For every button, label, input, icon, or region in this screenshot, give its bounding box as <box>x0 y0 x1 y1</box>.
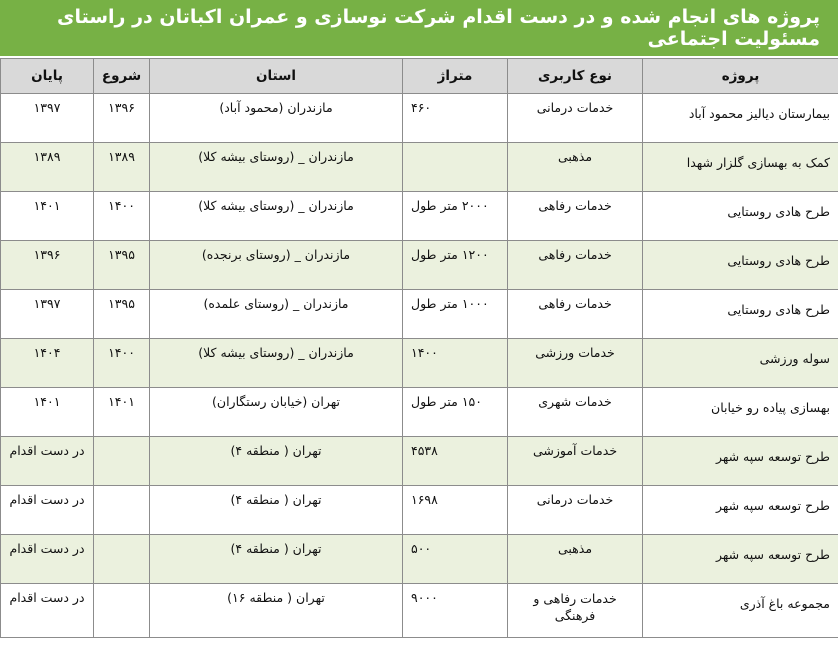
province-cell: تهران ( منطقه ۴) <box>150 486 403 535</box>
province-cell: مازندران _ (روستای علمده) <box>150 290 403 339</box>
end-cell: ۱۳۹۶ <box>1 241 94 290</box>
usage-cell: خدمات شهری <box>508 388 643 437</box>
province-cell: تهران ( منطقه ۴) <box>150 437 403 486</box>
header-usage: نوع کاربری <box>508 59 643 94</box>
province-cell: مازندران (محمود آباد) <box>150 94 403 143</box>
table-row <box>1 94 838 143</box>
project-cell: طرح هادی روستایی <box>643 290 838 339</box>
end-cell: ۱۳۹۷ <box>1 94 94 143</box>
usage-cell: مذهبی <box>508 143 643 192</box>
table-row <box>1 437 838 486</box>
area-cell: ۱۵۰ متر طول <box>403 388 508 437</box>
usage-cell: مذهبی <box>508 535 643 584</box>
table-row <box>1 290 838 339</box>
project-cell: سوله ورزشی <box>643 339 838 388</box>
province-cell: مازندران _ (روستای بیشه کلا) <box>150 143 403 192</box>
usage-cell: خدمات درمانی <box>508 94 643 143</box>
header-end: پایان <box>1 59 94 94</box>
project-cell: طرح توسعه سپه شهر <box>643 486 838 535</box>
project-cell: طرح هادی روستایی <box>643 241 838 290</box>
start-cell <box>94 584 150 638</box>
end-cell: ۱۳۸۹ <box>1 143 94 192</box>
start-cell: ۱۳۹۶ <box>94 94 150 143</box>
table-row <box>1 584 838 638</box>
usage-cell: خدمات رفاهی <box>508 241 643 290</box>
project-cell: بیمارستان دیالیز محمود آباد <box>643 94 838 143</box>
start-cell <box>94 535 150 584</box>
province-cell: مازندران _ (روستای برنجده) <box>150 241 403 290</box>
usage-cell: خدمات رفاهی <box>508 192 643 241</box>
start-cell: ۱۴۰۰ <box>94 339 150 388</box>
province-cell: مازندران _ (روستای بیشه کلا) <box>150 339 403 388</box>
table-row <box>1 388 838 437</box>
start-cell: ۱۴۰۱ <box>94 388 150 437</box>
end-cell: در دست اقدام <box>1 486 94 535</box>
end-cell: در دست اقدام <box>1 584 94 638</box>
start-cell <box>94 486 150 535</box>
end-cell: در دست اقدام <box>1 437 94 486</box>
area-cell: ۱۰۰۰ متر طول <box>403 290 508 339</box>
header-row <box>1 59 838 94</box>
usage-cell: خدمات رفاهی <box>508 290 643 339</box>
usage-cell: خدمات رفاهی و فرهنگی <box>508 584 643 638</box>
province-cell: تهران ( منطقه ۴) <box>150 535 403 584</box>
area-cell: ۲۰۰۰ متر طول <box>403 192 508 241</box>
province-cell: تهران ( منطقه ۱۶) <box>150 584 403 638</box>
table-row <box>1 192 838 241</box>
start-cell: ۱۳۸۹ <box>94 143 150 192</box>
projects-table <box>0 58 838 638</box>
end-cell: ۱۳۹۷ <box>1 290 94 339</box>
end-cell: در دست اقدام <box>1 535 94 584</box>
area-cell: ۱۶۹۸ <box>403 486 508 535</box>
table-row <box>1 241 838 290</box>
start-cell: ۱۳۹۵ <box>94 241 150 290</box>
project-cell: بهسازی پیاده رو خیابان <box>643 388 838 437</box>
project-cell: طرح هادی روستایی <box>643 192 838 241</box>
start-cell <box>94 437 150 486</box>
area-cell <box>403 143 508 192</box>
area-cell: ۱۴۰۰ <box>403 339 508 388</box>
area-cell: ۴۶۰ <box>403 94 508 143</box>
start-cell: ۱۳۹۵ <box>94 290 150 339</box>
table-row <box>1 339 838 388</box>
end-cell: ۱۴۰۱ <box>1 192 94 241</box>
end-cell: ۱۴۰۴ <box>1 339 94 388</box>
province-cell: تهران (خیابان رستگاران) <box>150 388 403 437</box>
start-cell: ۱۴۰۰ <box>94 192 150 241</box>
usage-cell: خدمات درمانی <box>508 486 643 535</box>
project-cell: طرح توسعه سپه شهر <box>643 535 838 584</box>
project-cell: مجموعه باغ آذری <box>643 584 838 638</box>
project-cell: طرح توسعه سپه شهر <box>643 437 838 486</box>
area-cell: ۵۰۰ <box>403 535 508 584</box>
project-cell: کمک به بهسازی گلزار شهدا <box>643 143 838 192</box>
header-start: شروع <box>94 59 150 94</box>
header-province: استان <box>150 59 403 94</box>
province-cell: مازندران _ (روستای بیشه کلا) <box>150 192 403 241</box>
table-row <box>1 143 838 192</box>
area-cell: ۱۲۰۰ متر طول <box>403 241 508 290</box>
area-cell: ۹۰۰۰ <box>403 584 508 638</box>
header-area: متراژ <box>403 59 508 94</box>
page-title: پروژه های انجام شده و در دست اقدام شرکت نوسازی و عمران اکباتان در راستای مسئولیت اجتماعی <box>0 0 838 58</box>
table-row <box>1 486 838 535</box>
usage-cell: خدمات آموزشی <box>508 437 643 486</box>
header-project: پروژه <box>643 59 838 94</box>
usage-cell: خدمات ورزشی <box>508 339 643 388</box>
end-cell: ۱۴۰۱ <box>1 388 94 437</box>
table-row <box>1 535 838 584</box>
area-cell: ۴۵۳۸ <box>403 437 508 486</box>
